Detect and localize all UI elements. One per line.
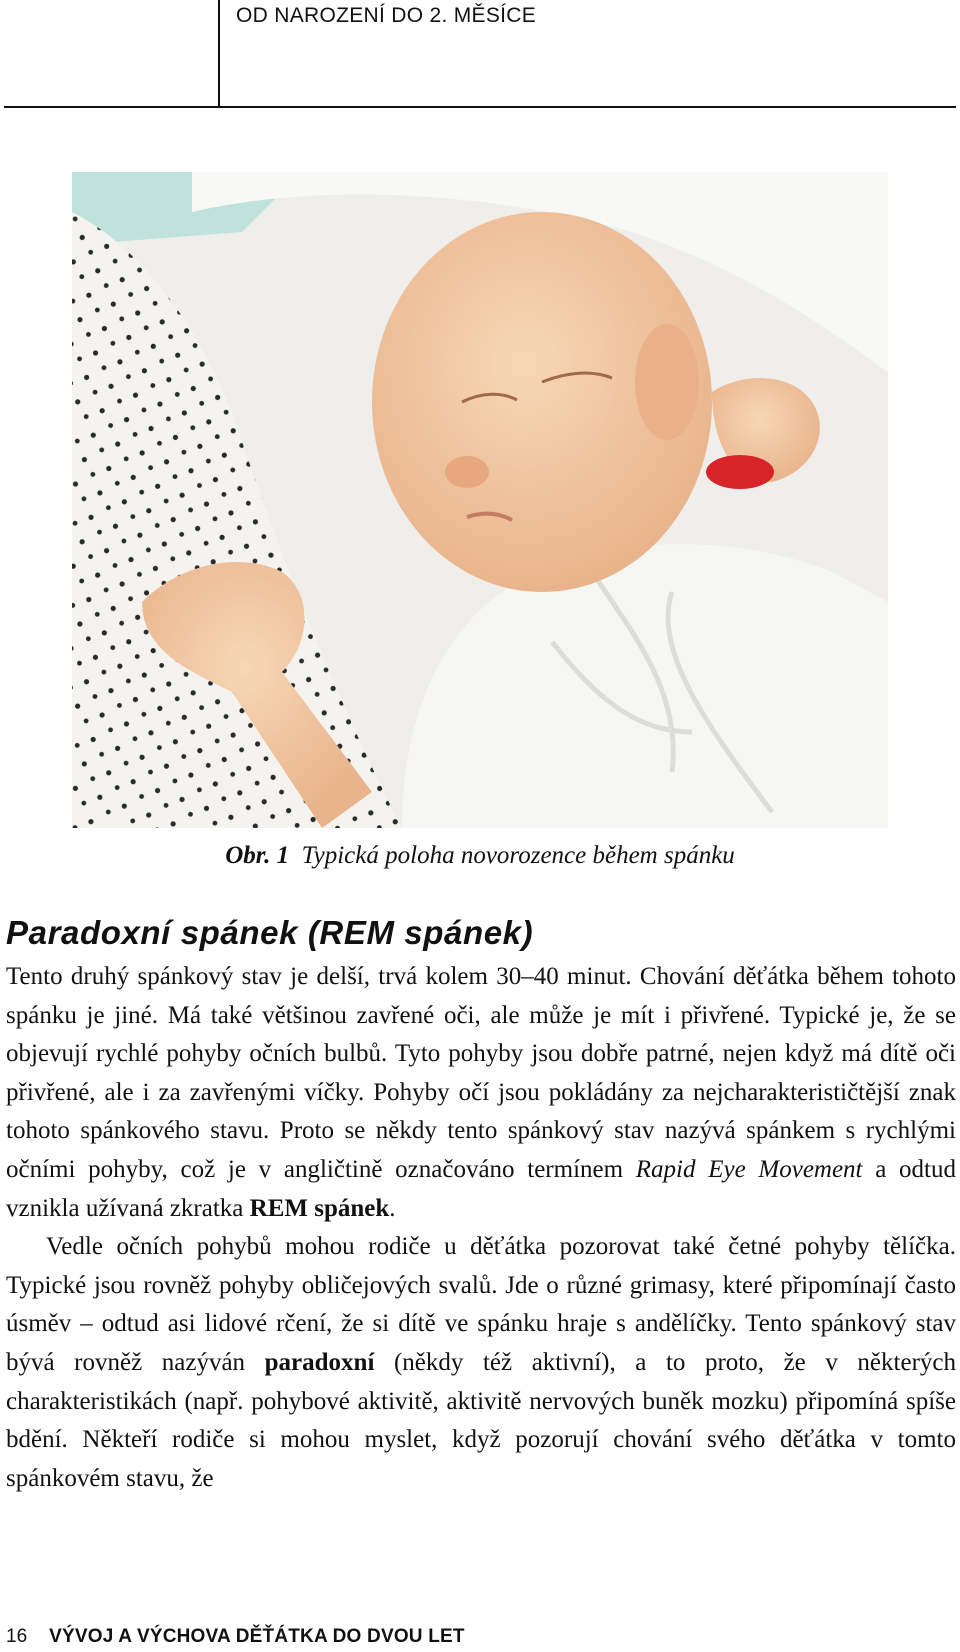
p1-text-c: . <box>389 1194 396 1222</box>
section-title: Paradoxní spánek (REM spánek) <box>6 914 534 951</box>
p2-term-bold: paradoxní <box>264 1348 375 1376</box>
p1-term-italic: Rapid Eye Movement <box>635 1155 863 1183</box>
page-footer <box>6 1626 465 1648</box>
figure-label: Obr. 1 <box>225 842 290 869</box>
id-tag <box>706 455 774 489</box>
figure-photo-sleeping-newborn <box>72 172 888 828</box>
paragraph-1 <box>6 958 956 1228</box>
header-vertical-rule <box>218 0 220 106</box>
page-header <box>0 0 960 108</box>
p2-text-b: (někdy též aktivní), a to proto, že v některých charakteristikách (např. pohybové aktivitě, aktivitě nervových buněk mozku) připomíná spíše bdění. Někteří rodiče si mohou myslet, když pozorují chování svého děťátka v tomto spánkovém stavu, že <box>6 1348 956 1492</box>
page-number: 16 <box>6 1626 28 1647</box>
p2-text-a: Vedle očních pohybů mohou rodiče u děťátka pozorovat také četné pohyby tělíčka. Typické jsou rovněž pohyby obličejových svalů. Jde o různé grimasy, které připomínají často úsměv – odtud asi lidové rčení, že si dítě ve spánku hraje s andělíčky. Tento spánkový stav bývá rovněž nazýván <box>6 1233 956 1376</box>
figure-caption-text: Typická poloha novorozence během spánku <box>301 842 735 869</box>
running-head: OD NAROZENÍ DO 2. MĚSÍCE <box>236 4 537 27</box>
paragraph-2 <box>6 1228 956 1498</box>
p1-text-a: Tento druhý spánkový stav je delší, trvá kolem 30–40 minut. Chování děťátka během tohoto spánku je jiné. Má také většinou zavřené oči, ale může je mít i přivřené. Typické je, že se objevují rychlé pohyby očních bulbů. Tyto pohyby jsou dobře patrné, nejen když má dítě oči přivřené, ale i za zavřenými víčky. Pohyby očí jsou pokládány za nejcharakterističtější znak tohoto spánkového stavu. Proto se někdy tento spánkový stav nazývá spánkem s rychlými očními pohyby, což je v angličtině označováno termínem <box>6 963 956 1183</box>
figure-caption <box>0 842 960 870</box>
baby-ear <box>635 324 699 440</box>
p1-abbr-bold: REM spánek <box>249 1194 390 1222</box>
header-horizontal-rule <box>4 106 956 108</box>
body-text <box>6 958 956 1498</box>
book-title: VÝVOJ A VÝCHOVA DĚŤÁTKA DO DVOU LET <box>49 1626 465 1647</box>
newborn-illustration <box>72 172 888 828</box>
p1-text-b: a odtud vznikla užívaná zkratka <box>6 1155 956 1222</box>
